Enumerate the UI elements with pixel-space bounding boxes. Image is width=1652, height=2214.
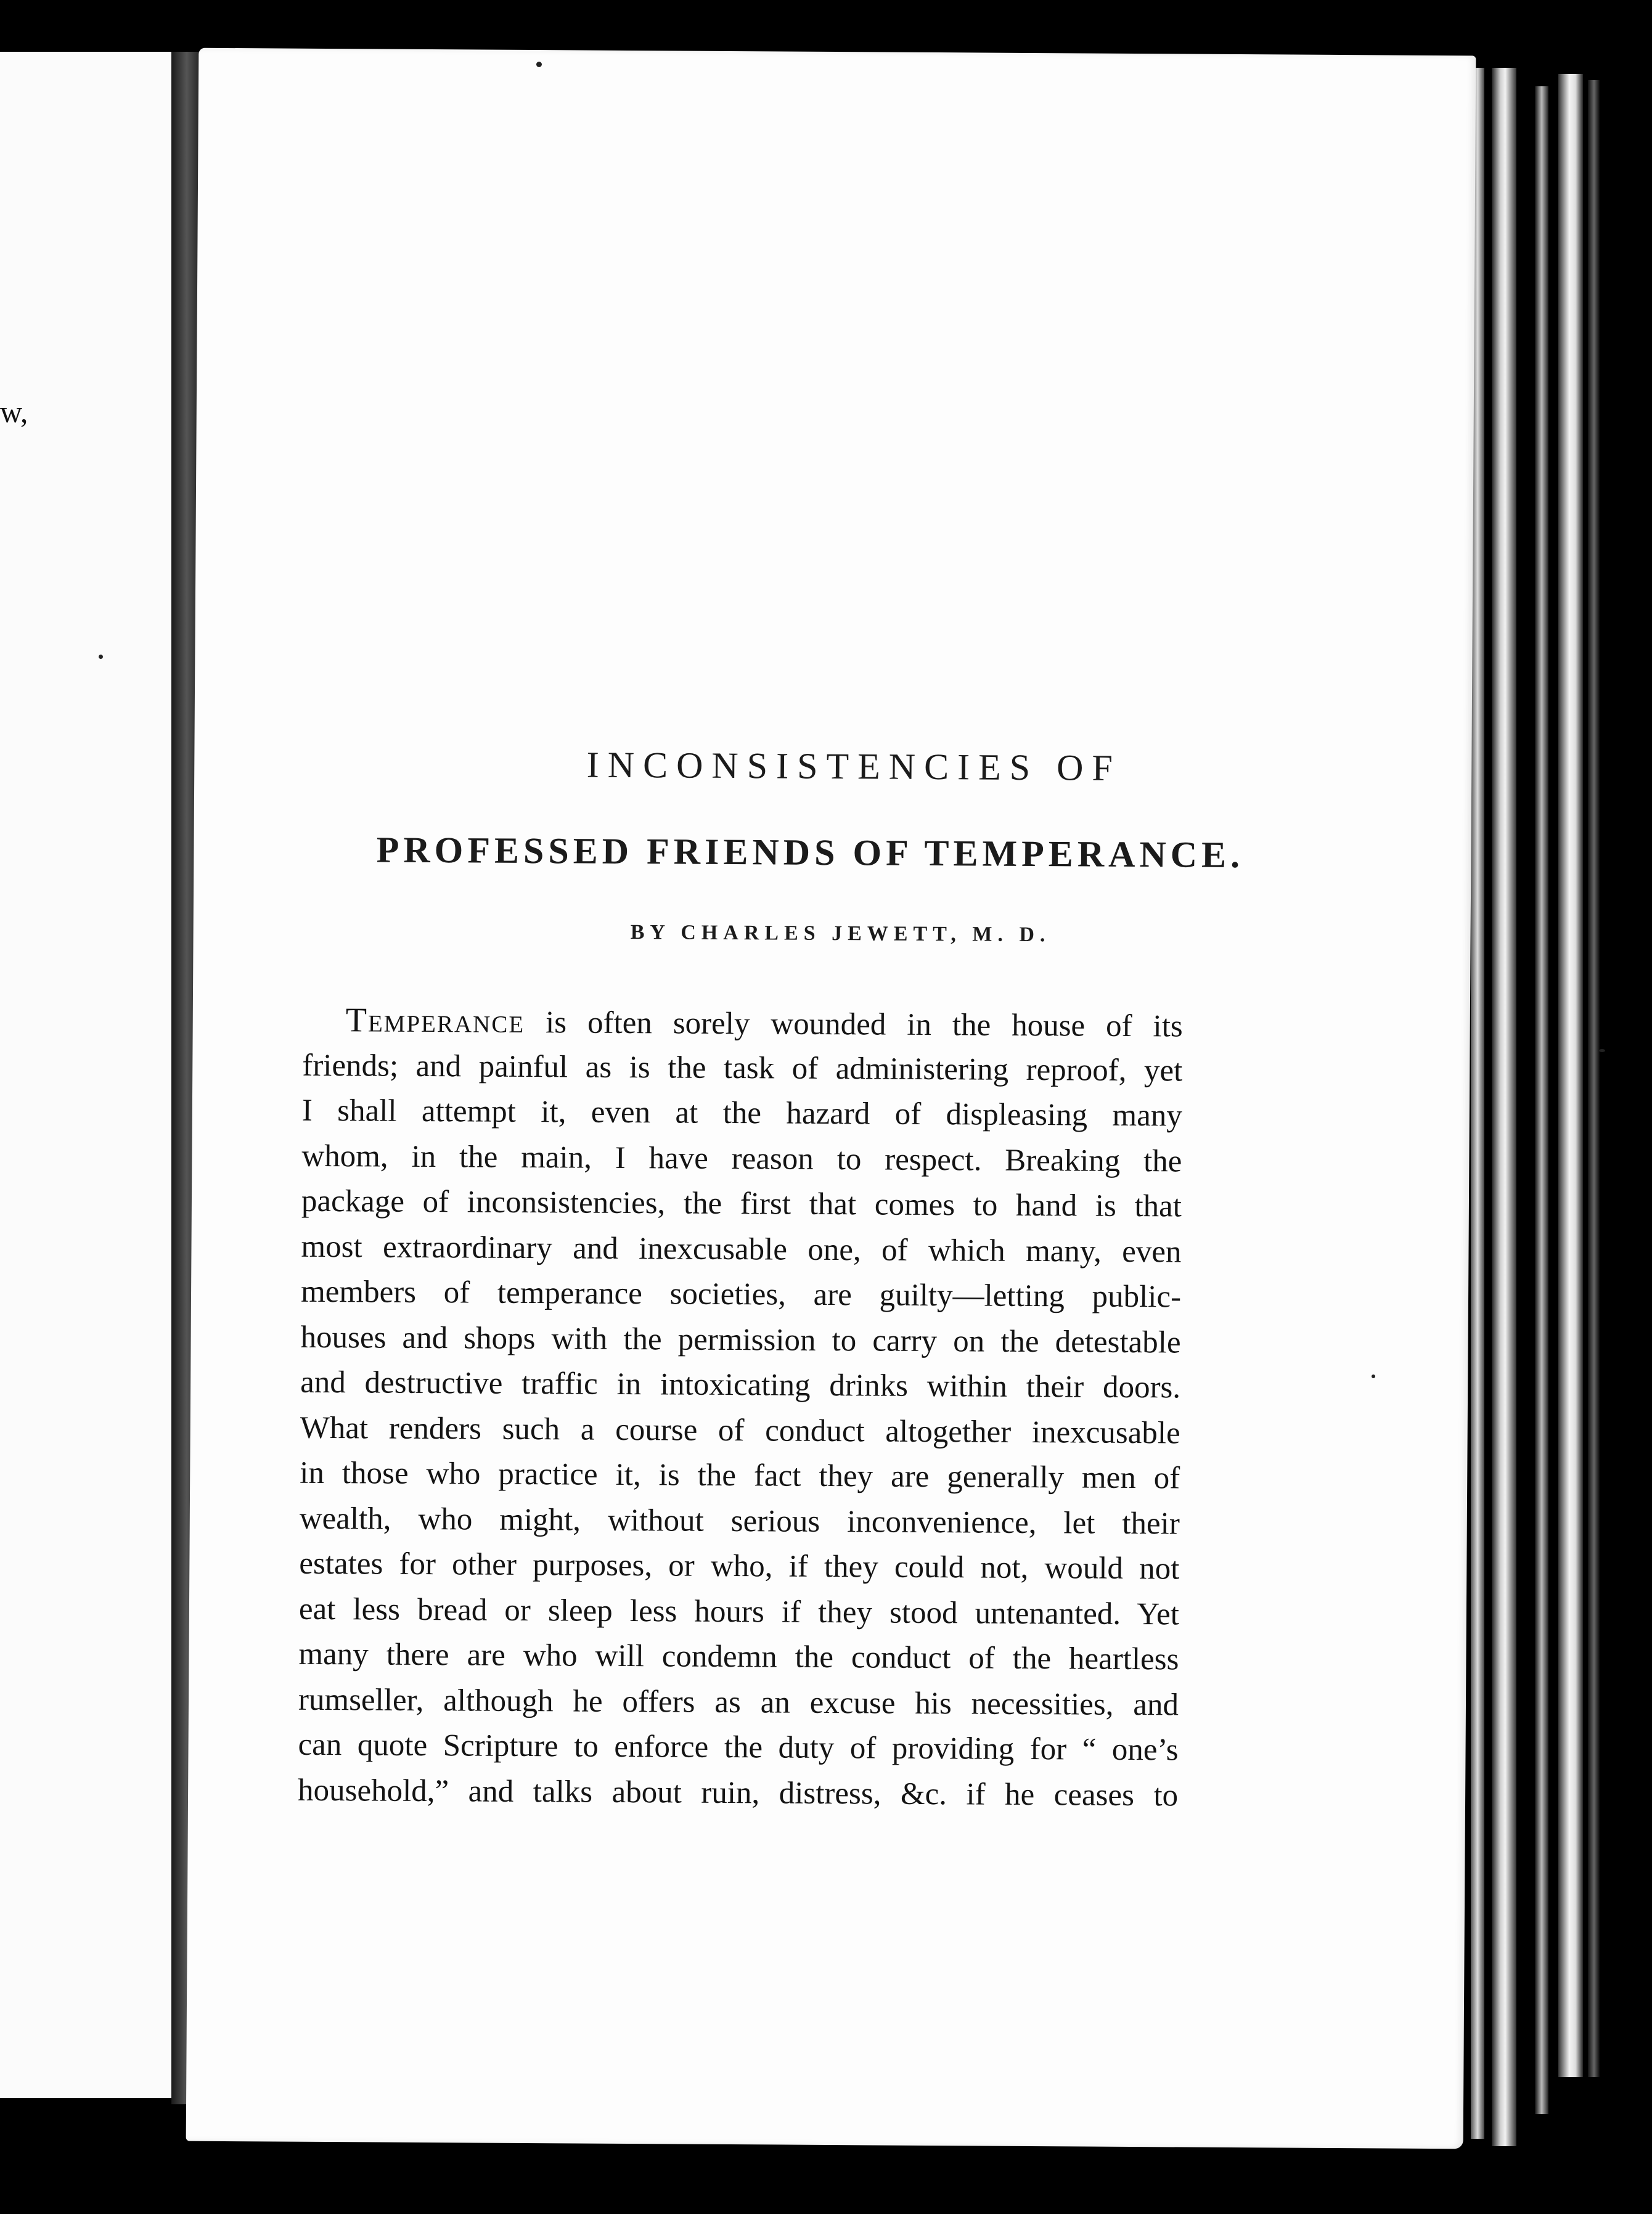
book-page bbox=[186, 48, 1476, 2149]
page-edge bbox=[1588, 80, 1600, 2077]
page-edge bbox=[1492, 68, 1516, 2146]
body-line: household,” and talks about ruin, distress, &c. if he ceases to bbox=[297, 1773, 1179, 1813]
body-line: in those who practice it, is the fact they are generally men of bbox=[300, 1455, 1180, 1496]
page-edge bbox=[1535, 86, 1548, 2114]
body-line: What renders such a course of conduct altogether inexcusable bbox=[300, 1410, 1180, 1450]
body-line: many there are who will condemn the conduct of the heartless bbox=[298, 1636, 1179, 1677]
body-line: package of inconsistencies, the first that comes to hand is that bbox=[301, 1183, 1182, 1224]
body-line: most extraordinary and inexcusable one, of which many, even bbox=[301, 1229, 1182, 1269]
scan-speck bbox=[1372, 1375, 1375, 1378]
facing-page bbox=[0, 52, 171, 2098]
scan-speck bbox=[99, 655, 103, 659]
scan-speck bbox=[536, 62, 542, 67]
author-byline: BY CHARLES JEWETT, M. D. bbox=[630, 921, 1051, 947]
body-line: estates for other purposes, or who, if they could not, would not bbox=[299, 1546, 1180, 1587]
body-line: whom, in the main, I have reason to respect. Breaking the bbox=[301, 1138, 1182, 1178]
body-line: houses and shops with the permission to carry on the detestable bbox=[300, 1320, 1181, 1360]
body-line-text: is often sorely wounded in the house of its bbox=[524, 1005, 1183, 1044]
body-line: rumseller, although he offers as an excuse his necessities, and bbox=[298, 1682, 1179, 1722]
page-edge bbox=[1558, 74, 1583, 2077]
body-line bbox=[303, 998, 1183, 1048]
body-line: wealth, who might, without serious inconvenience, let their bbox=[299, 1501, 1180, 1541]
scan-speck bbox=[1599, 1049, 1605, 1052]
body-line: I shall attempt it, even at the hazard of displeasing many bbox=[301, 1093, 1183, 1134]
essay-title-line-2: PROFESSED FRIENDS OF TEMPERANCE. bbox=[376, 829, 1245, 876]
facing-page-text-fragment: w, bbox=[0, 394, 28, 429]
essay-title-line-1: INCONSISTENCIES OF bbox=[586, 744, 1122, 788]
body-line: members of temperance societies, are guilty—letting public- bbox=[300, 1274, 1182, 1315]
essay-body bbox=[298, 998, 1183, 1819]
body-line: friends; and painful as is the task of administering reproof, yet bbox=[302, 1048, 1183, 1088]
body-line: and destructive traffic in intoxicating drinks within their doors. bbox=[300, 1365, 1181, 1405]
body-line: can quote Scripture to enforce the duty of providing for “ one’s bbox=[298, 1727, 1179, 1768]
opening-word: Temperance bbox=[345, 1001, 525, 1040]
body-line: eat less bread or sleep less hours if they stood untenanted. Yet bbox=[298, 1591, 1180, 1632]
